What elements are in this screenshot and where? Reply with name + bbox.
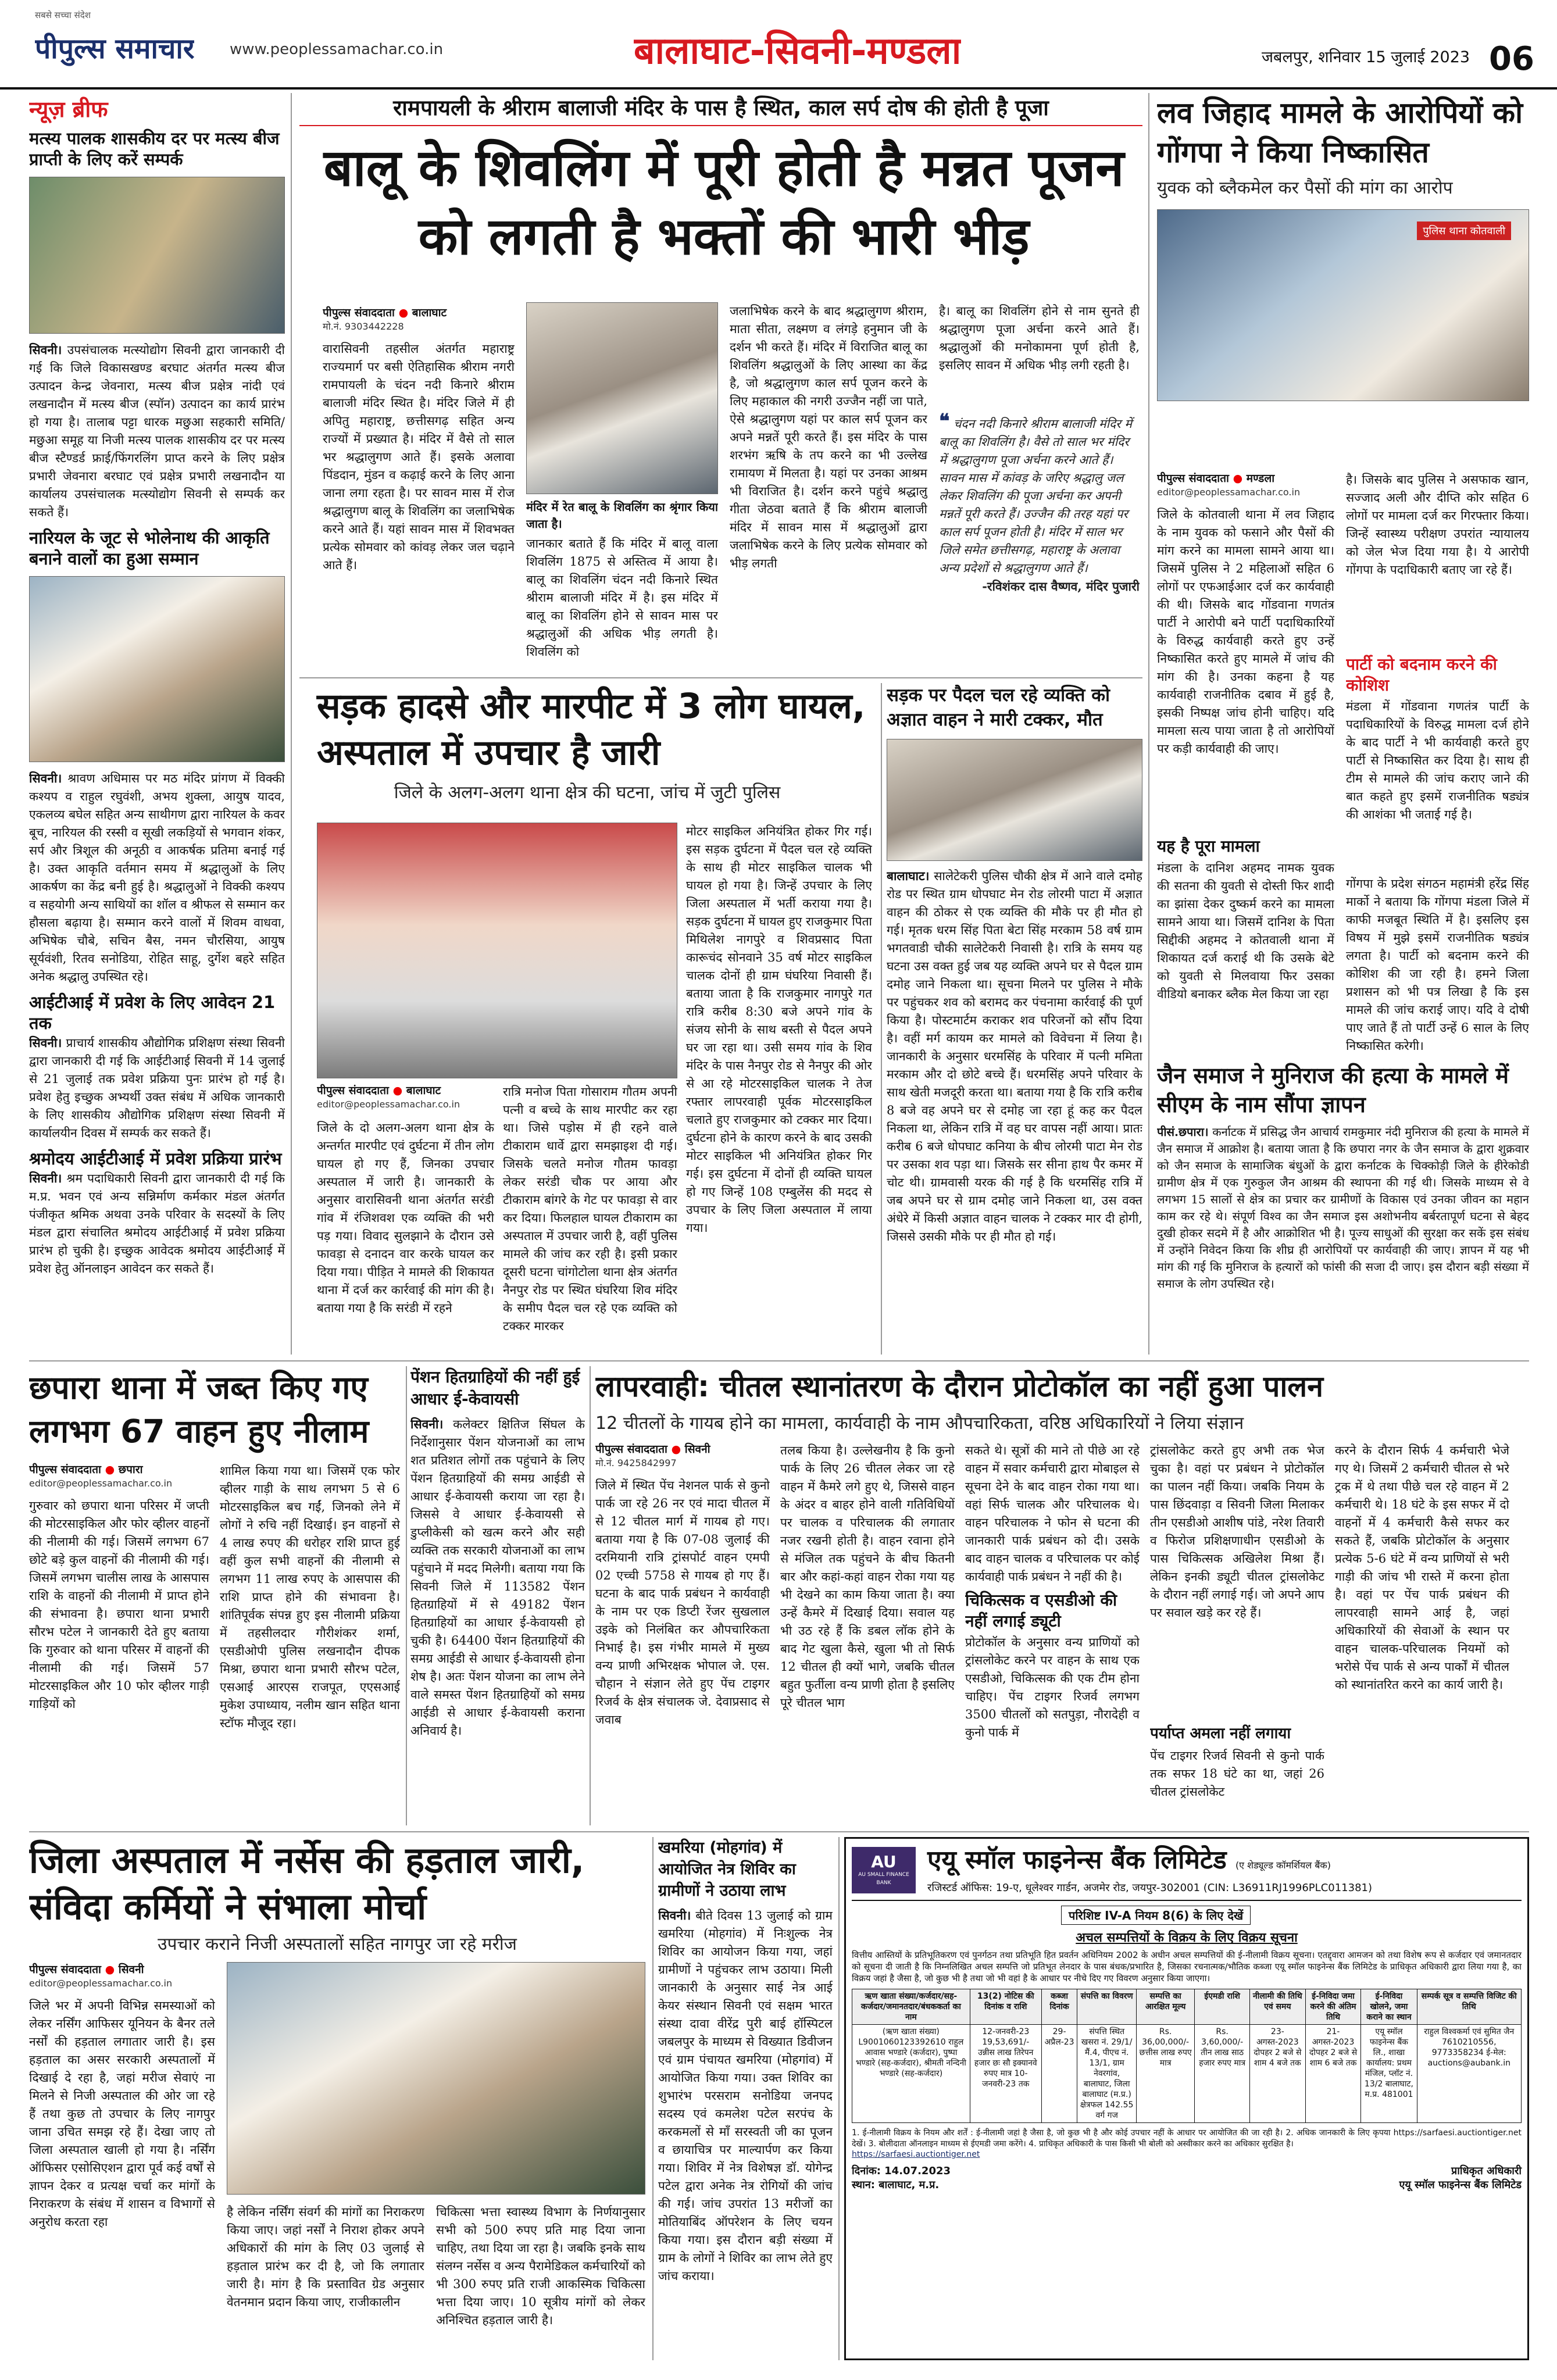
nurses-col-1: जिले भर में अपनी विभिन्न समस्याओं को लेकर नर्सिंग आफिसर यूनियन के बैनर तले नर्सों की हड़ताल लगातार जारी है। इस हड़ताल का असर सरकारी अस्पतालों में दिखाई दे रहा है, जहां मरीज सेवाएं ना मिलने से निजी अस्पताल की ओर जा रहे हैं तथा कुछ तो उपचार के लिए नागपुर जाना उचित समझ रहे हैं। देखा जाए तो जिला अस्पताल खाली हो गया है। नर्सिंग ऑफिसर एसोसिएशन द्वारा पूर्व कई वर्षों से ज्ञापन देकर व प्रत्यक्ष चर्चा कर मांगों के निराकरण के संबंध में शासन व विभागों से अनुरोध करता रहा xyxy=(29,1999,215,2229)
love-jihad-sub: युवक को ब्लैकमेल कर पैसों की मांग का आरोप xyxy=(1157,178,1453,198)
lead-kicker: रामपायली के श्रीराम बालाजी मंदिर के पास है स्थित, काल सर्प दोष की होती है पूजा xyxy=(393,95,1049,120)
site-url[interactable]: www.peoplessamachar.co.in xyxy=(230,41,444,58)
lead-quote: ❝ चंदन नदी किनारे श्रीराम बालाजी मंदिर में बालू का शिवलिंग है। वैसे तो साल भर मंदिर में श्रद्धालुगण पूजा अर्चना करने आते हैं। सावन मास में कांवड़ के जरिए श्रद्धालु जल लेकर शिवलिंग की पूजा अर्चना कर अपनी मन्नतें पूरी करते हैं। उज्जैन की तरह यहां पर काल सर्प पूजन होती है। मंदिर में साल भर जिले समेत छत्तीसगढ़, महाराष्ट्र के अलावा अन्य प्रदेशों से श्रद्धालुगण आते हैं। xyxy=(939,413,1140,577)
chhapara-story xyxy=(29,1366,401,1831)
au-ad-place: स्थान: बालाघाट, म.प्र. xyxy=(852,2179,940,2191)
nurses-photo xyxy=(227,1962,645,2195)
au-ad-appendix: परिशिष्ट IV-A नियम 8(6) के लिए देखें xyxy=(1061,1906,1251,1925)
love-jihad-col-1b: मंडला के दानिश अहमद नामक युवक की सतना की युवती से दोस्ती फिर शादी का झांसा देकर दुष्कर्म करने का मामला सामने आया था। जिसमें दानिश के पिता सिद्दीकी अहमद ने कोतवाली थाना में शिकायत दर्ज कराई थी कि उसके बेटे को युवती से मिलवाया फिर उसका वीडियो बनाकर ब्लैक मेल किया जा रहा xyxy=(1157,861,1334,1001)
eye-camp-story xyxy=(658,1837,833,2360)
cheetal-col-5: करने के दौरान सिर्फ 4 कर्मचारी भेजे गए थे। जिसमें 2 कर्मचारी चीतल से भरे ट्रक में थे तथा पीछे चल रहे वाहन में 2 कर्मचारी थे। 18 घंटे के इस सफर में दो वाहनों में 4 कर्मचारी कैसे सफर कर सकते हैं, जबकि प्रोटोकॉल के अनुसार प्रत्येक 5-6 घंटे में वन्य प्राणियों से भरी गाड़ी की जांच भी रास्ते में करना होता है। वहां पर पेंच पार्क प्रबंधन की लापरवाही सामने आई है, जहां अधिकारियों की सेवाओं के स्थान पर वाहन चालक-परिचालक नियमों को भरोसे पेंच पार्क से अन्य पार्कों में चीतल को स्थानांतरित करने का कार्य जारी है। xyxy=(1335,1443,1509,1692)
column-divider xyxy=(406,1366,407,1825)
cheetal-byline: पीपुल्स संवाददाता ● सिवनी मो.नं. 9425842997 xyxy=(595,1442,770,1470)
jain-headline: जैन समाज ने मुनिराज की हत्या के मामले में सीएम के नाम सौंपा ज्ञापन xyxy=(1157,1063,1509,1117)
road-accident-col-3: मोटर साइकिल अनियंत्रित होकर गिर गई। इस सड़क दुर्घटना में पैदल चल रहे व्यक्ति के साथ ही मोटर साइकिल चालक भी घायल हो गया है। जिन्हें उपचार के लिए जिला अस्पताल में भर्ती कराया गया है। सड़क दुर्घटना में घायल हुए राजकुमार पिता मिथिलेश नागपुरे व शिवप्रसाद पिता कारूचंद सोनवाने 35 वर्ष मोटर साइकिल चालक दोनों ही ग्राम घंघरिया निवासी हैं। बताया जाता है कि राजकुमार नागपुरे गत रात्रि करीब 8:30 बजे अपने गांव के संजय सोनी के साथ बस्ती से पैदल अपने घर जा रहा था। उसी समय गांव के शिव मंदिर के पास नैनपुर रोड से नैनपुर की ओर से आ रहे मोटरसाइकिल चालक ने तेज रफ्तार लापरवाही पूर्वक मोटरसाइकिल चलाते हुए राजकुमार को टक्कर मार दिया। दुर्घटना होने के कारण करने के बाद उसकी मोटर साइकिल भी अनियंत्रित होकर गिर गई। इस दुर्घटना में दोनों ही व्यक्ति घायल हो गए जिन्हें 108 एम्बुलेंस की मदद से उपचार के लिए जिला अस्पताल में लाया गया। xyxy=(686,824,872,1235)
love-jihad-sub-2: यह है पूरा मामला xyxy=(1157,837,1260,856)
cheetal-col-4b: पेंच टाइगर रिजर्व सिवनी से कुनो पार्क तक सफर 18 घंटे का था, जहां 26 चीतल ट्रांसलोकेट xyxy=(1150,1749,1324,1799)
brief-2 xyxy=(29,527,285,986)
brief-1 xyxy=(29,128,285,521)
cheetal-col-2: तलब किया है। उल्लेखनीय है कि कुनो पार्क के लिए 26 चीतल लेकर जा रहे वाहन में कैमरे लगे हुए थे, जिससे वाहन के अंदर व बाहर होने वाली गतिविधियों पर चालक व परिचालक की लगातार नजर रखनी होती है। वाहन रवाना होने से मंजिल तक पहुंचने के बीच कितनी बार और कहां-कहां वाहन रोका गया यह भी देखने का काम किया जाता है। क्या उन्हें कैमरे में दिखाई दिया। सवाल यह भी उठ रहे हैं कि डबल लॉक होने के बाद गेट खुला कैसे, खुला भी तो सिर्फ 12 चीतल ही क्यों भागे, जबकि चीतल बहुत फुर्तीला वन्य प्राणी होता है इसलिए पूरे चीतल भाग xyxy=(780,1443,955,1710)
au-bank-ad xyxy=(844,1837,1529,2360)
nurses-story xyxy=(29,1837,645,2360)
lead-photo-caption: मंदिर में रेत बालू के शिवलिंग का श्रृंगार किया जाता है। xyxy=(526,500,718,531)
lead-photo-shivling xyxy=(526,302,718,494)
chhapara-email[interactable]: editor@peoplessamachar.co.in xyxy=(29,1478,173,1489)
love-jihad-photo xyxy=(1157,209,1529,401)
section-rule xyxy=(29,1831,1529,1832)
news-brief-column xyxy=(29,93,285,1355)
column-divider xyxy=(652,1837,653,2360)
brief-2-body: सिवनी। श्रावण अधिमास पर मठ मंदिर प्रांगण में विक्की कश्यप व राहुल रघुवंशी, अभय शुक्ला, आयुष यादव, एकलव्य बघेल सहित अन्य साथीगण द्वारा नारियल के कवर बूच, नारियल की रस्सी व सूखी लकड़ियों से भगवान शंकर, सर्प और त्रिशूल की अनूठी व आकर्षक प्रतिमा बनाई गई है। उक्त आकृति वर्तमान समय में श्रद्धालुओं के लिए आकर्षण का केंद्र बनी हुई है। श्रद्धालुओं ने विक्की कश्यप व सहयोगी अन्य साथियों का शॉल व श्रीफल से सम्मान कर हौसला बढ़ाया है। सम्मान करने वालों में शिवम वाधवा, अभिषेक चौबे, सचिन बैस, नमन चौरसिया, आयुष सूर्यवंशी, रितव सनोडिया, रोहित साहू, दुर्गेश बहरे सहित अनेक श्रद्धालु उपस्थित रहे। xyxy=(29,771,285,984)
cheetal-sub-2: पर्याप्त अमला नहीं लगाया xyxy=(1150,1725,1291,1742)
road-accident-headline: सड़क हादसे और मारपीट में 3 लोग घायल, अस्पताल में उपचार है जारी xyxy=(317,686,866,773)
brief-4-body: सिवनी। श्रम पदाधिकारी सिवनी द्वारा जानकारी दी गई कि म.प्र. भवन एवं अन्य सन्निर्माण कर्मकार मंडल अंतर्गत पंजीकृत श्रमिक अथवा उनके परिवार के सदस्यों के लिए मंडल द्वारा संचालित श्रमोदय आईटीआई में प्रवेश प्रक्रिया प्रारंभ हो चुकी है। इच्छुक आवेदक श्रमोदय आईटीआई में प्रवेश हेतु ऑनलाइन आवेदन कर सकते हैं। xyxy=(29,1171,285,1275)
page-number: 06 xyxy=(1489,40,1534,78)
column-divider xyxy=(590,1366,591,1825)
jain-story xyxy=(1157,1061,1529,1357)
au-ad-notice-title: अचल सम्पत्तियों के विक्रय के लिए विक्रय सूचना xyxy=(1076,1931,1298,1945)
brand-tagline: सबसे सच्चा संदेश xyxy=(35,10,91,20)
cheetal-mobile: मो.नं. 9425842997 xyxy=(595,1457,677,1468)
section-rule xyxy=(299,677,1142,678)
love-jihad-col-2: है। जिसके बाद पुलिस ने असफाक खान, सज्जाद अली और दीप्ति कोर सहित 6 लोगों पर मामला दर्ज कर गिरफ्तार किया। जिन्हें स्वास्थ्य परीक्षण उपरांत न्यायालय को जेल भेज दिया गया है। ये आरोपी गोंगपा के पदाधिकारी बताए जा रहे हैं। xyxy=(1346,473,1529,577)
section-title: बालाघाट-सिवनी-मण्डला xyxy=(634,30,962,73)
au-ad-table-header: ऋण खाता संख्या/कर्जदार/सह-कर्जदार/जमानतदार/बंधककर्ता का नाम 13(2) नोटिस की दिनांक व राशि कब्जा दिनांक संपत्ति का विवरण सम्पत्ति का आरक्षित मूल्य ईएमडी राशि नीलामी की तिथि एवं समय ई-निविदा जमा करने की अंतिम तिथि ई-निविदा खोलने, जमा कराने का स्थान सम्पर्क सूत्र व सम्पत्ति विजिट की तिथि xyxy=(852,1989,1522,2025)
lead-col-2: जानकार बताते हैं कि मंदिर में बालू वाला शिवलिंग 1875 से अस्तित्व में आया है। बालू का शिवलिंग चंदन नदी किनारे स्थित श्रीराम बालाजी मंदिर में है। इस मंदिर में बालू का शिवलिंग होने से सावन मास पर श्रद्धालुओं की अधिक भीड़ लगती है। शिवलिंग को xyxy=(526,537,718,659)
love-jihad-col-2b: मंडला में गोंडवाना गणतंत्र पार्टी के पदाधिकारियों के विरुद्ध मामला दर्ज होने के बाद पार्टी ने भी कार्यवाही करते हुए पार्टी से निष्कासित कर दिया है। साथ ही टीम से मामले की जांच कराए जाने की बात कहते हुए इसमें राजनीतिक षड्यंत्र की आशंका भी जताई गई है। xyxy=(1346,699,1529,821)
au-ad-date: दिनांक: 14.07.2023 xyxy=(852,2165,951,2177)
chhapara-byline: पीपुल्स संवाददाता ● छपारा editor@peoplessamachar.co.in xyxy=(29,1462,209,1490)
column-divider xyxy=(838,1837,840,2360)
eye-camp-headline: खमरिया (मोहगांव) में आयोजित नेत्र शिविर का ग्रामीणों ने उठाया लाभ xyxy=(658,1839,796,1900)
nurses-byline: पीपुल्स संवाददाता ● सिवनी editor@peoplessamachar.co.in xyxy=(29,1962,215,1990)
nurses-headline: जिला अस्पताल में नर्सेस की हड़ताल जारी, संविदा कर्मियों ने संभाला मोर्चा xyxy=(29,1839,585,1928)
love-jihad-col-1: जिले के कोतवाली थाना में लव जिहाद के नाम युवक को फसाने और पैसों की मांग करने का मामला सामने आया था। जिसमें पुलिस ने 2 महिलाओं सहित 6 लोगों पर एफआईआर दर्ज कर कार्यवाही की थी। जिसके बाद गोंडवाना गणतंत्र पार्टी ने आरोपी बने पार्टी पदाधिकारियों के विरुद्ध कार्यवाही करते हुए उन्हें निष्कासित करते हुए मामले में जांच की मांग की है। उनका कहना है यह कार्यवाही राजनीतिक दबाव में हुई है, इसकी निष्पक्ष जांच होनी चाहिए। यदि मामला सत्य पाया जाता है तो आरोपियों पर कड़ी कार्यवाही की जाए। xyxy=(1157,508,1334,756)
love-jihad-headline: लव जिहाद मामले के आरोपियों को गोंगपा ने किया निष्कासित xyxy=(1157,96,1523,169)
love-jihad-byline: पीपुल्स संवाददाता ● मण्डला editor@peoplessamachar.co.in xyxy=(1157,471,1337,499)
love-jihad-col-2c: गोंगपा के प्रदेश संगठन महामंत्री हरेंद्र सिंह मार्को ने बताया कि गोंगपा मंडला जिले में काफी मजबूत स्थिति में है। इसलिए इस विषय में मुझे इसमें राजनीतिक षड्यंत्र लगता है। पार्टी को बदनाम करने की कोशिश की जा रही है। हमने जिला प्रशासन को भी पत्र लिखा है कि इस मामले की जांच कराई जाए। यदि वे दोषी पाए जाते हैं तो पार्टी उन्हें 6 साल के लिए निष्कासित करेगी। xyxy=(1346,877,1529,1052)
road-accident-email[interactable]: editor@peoplessamachar.co.in xyxy=(317,1099,460,1110)
brief-3 xyxy=(29,992,285,1142)
love-jihad-sub-1: पार्टी को बदनाम करने की कोशिश xyxy=(1346,655,1497,695)
cheetal-sub-1: चिकित्सक व एसडीओ की नहीं लगाई ड्यूटी xyxy=(965,1591,1117,1631)
au-ad-signatory: प्राधिकृत अधिकारी xyxy=(1451,2165,1522,2177)
lead-headline: बालू के शिवलिंग में पूरी होती है मन्नत पूजन को लगती है भक्तों की भारी भीड़ xyxy=(323,138,1124,266)
cheetal-col-4: ट्रांसलोकेट करते हुए अभी तक भेज चुका है। वहां पर प्रबंधन ने प्रोटोकॉल का पालन नहीं किया। जबकि नियम के पास छिंदवाड़ा व सिवनी जिला मिलाकर तीन एसडीओ आशीष पांडे, नरेश तिवारी व फिरोज प्रशिक्षणाधीन एसडीओ के पास चिकित्सक अखिलेश मिश्रा हैं। लेकिन इनकी ड्यूटी चीतल ट्रांसलोकेट के दौरान नहीं लगाई गई। जो अपने आप पर सवाल खड़े कर रहे हैं। xyxy=(1150,1443,1324,1620)
cheetal-story xyxy=(595,1366,1529,1831)
au-bank-logo xyxy=(852,1847,916,1893)
lead-byline: पीपुल्स संवाददाता ● बालाघाट मो.नं. 9303442228 xyxy=(323,305,515,333)
chhapara-col-1: गुरुवार को छपारा थाना परिसर में जप्ती की मोटरसाइकिल और फोर व्हीलर वाहनों की नीलामी की गई। जिसमें लगभग 67 छोटे बड़े कुल वाहनों की नीलामी की गई। जिसमें लगभग चालीस लाख के आसपास राशि के वाहनों की नीलामी में प्राप्त होने की संभावना है। छपारा थाना प्रभारी सौरभ पटेल ने जानकारी देते हुए बताया कि गुरुवार को थाना परिसर में वाहनों की नीलामी की गई। जिसमें 57 मोटरसाइकिल और 10 फोर व्हीलर गाड़ी गाड़ियों को xyxy=(29,1499,209,1711)
pedestrian-illustration xyxy=(887,739,1142,861)
lead-col-4: है। बालू का शिवलिंग होने से नाम सुनते ही श्रद्धालुगण पूजा अर्चना करने आते हैं। श्रद्धालुओं की मनोकामना पूर्ण होती है, इसलिए सावन में अधिक भीड़ लगी रहती है। xyxy=(939,304,1140,372)
brand-logo xyxy=(35,24,194,71)
nurses-email[interactable]: editor@peoplessamachar.co.in xyxy=(29,1978,173,1989)
pedestrian-headline: सड़क पर पैदल चल रहे व्यक्ति को अज्ञात वाहन ने मारी टक्कर, मौत xyxy=(887,685,1110,730)
brief-1-body: सिवनी। उपसंचालक मत्स्योद्योग सिवनी द्वारा जानकारी दी गई कि जिले विकासखण्ड बरघाट अंतर्गत मत्स्य बीज उत्पादन केन्द्र जेवनारा, मत्स्य बीज प्रक्षेत्र नांदी एवं लखनादौन में मत्स्य बीज (स्पॉन) उत्पादन का कार्य प्रारंभ हो गया है। तालाब पट्टा धारक मछुआ सहकारी समिति/ मछुआ समूह या निजी मत्स्य पालक शासकीय दर पर मत्स्य बीज स्टैण्डर्ड फ्राई/फिंगरलिंग प्राप्त करने के लिए प्रक्षेत्र प्रभारी जेवनारा बरघाट एवं प्रक्षेत्र प्रभारी लखनादौन या कार्यालय उपसंचालक मत्स्योद्योग सिवनी से सम्पर्क कर सकते हैं। xyxy=(29,342,285,519)
au-logo-mark: AU xyxy=(871,1852,897,1871)
lead-story xyxy=(299,93,1142,674)
nurses-sub: उपचार कराने निजी अस्पतालों सहित नागपुर जा रहे मरीज xyxy=(158,1934,517,1954)
brief-1-headline: मत्स्य पालक शासकीय दर पर मत्स्य बीज प्राप्ती के लिए करें सम्पर्क xyxy=(29,128,280,169)
nurses-col-3: चिकित्सा भत्ता स्वास्थ्य विभाग के निर्णयानुसार सभी को 500 रुपए प्रति माह दिया जाना चाहिए, तथा दिया जा रहा है। जबकि इनके साथ संलग्न नर्सेस व अन्य पैरामेडिकल कर्मचारियों को भी 300 रुपए प्रति राजी आकस्मिक चिकित्सा भत्ता दिया जाए। 10 सूत्रीय मांगों को लेकर अनिश्चित हड़ताल जारी है। xyxy=(436,2205,645,2327)
chhapara-headline: छपारा थाना में जब्त किए गए लगभग 67 वाहन हुए नीलाम xyxy=(29,1369,369,1450)
pension-story xyxy=(410,1366,585,1831)
lead-quote-by: -रविशंकर दास वैष्णव, मंदिर पुजारी xyxy=(982,579,1140,594)
road-accident-col-1: जिले के दो अलग-अलग थाना क्षेत्र के अन्तर्गत मारपीट एवं दुर्घटना में तीन लोग घायल हो गए हैं, जिनका उपचार अस्पताल में जारी है। जानकारी के अनुसार वारासिवनी थाना अंतर्गत सरंडी गांव में रंजिशवश एक व्यक्ति की भरी पड़ गया। विवाद सुलझाने के दौरान उसे फावड़ा से दनादन वार करके घायल कर दिया गया। पीड़ित ने मामले की शिकायत थाना में दर्ज कर कार्रवाई की मांग की है। बताया गया है कि सरंडी में रहने xyxy=(317,1121,494,1315)
cheetal-col-3b: प्रोटोकॉल के अनुसार वन्य प्राणियों को ट्रांसलोकेट करने पर वाहन के साथ एक एसडीओ, चिकित्सक की एक टीम होना चाहिए। पेंच टाइगर रिजर्व लगभग 3500 चीतलों को सतपुड़ा, नौरादेही व कुनो पार्क में xyxy=(965,1635,1140,1739)
love-jihad-story xyxy=(1157,93,1529,1052)
au-logo-text: AU SMALL FINANCE BANK xyxy=(858,1871,909,1886)
road-accident-story xyxy=(299,683,875,1357)
masthead-rule xyxy=(0,87,1557,90)
au-ad-notice-body: वित्तीय आस्तियों के प्रतिभूतिकरण एवं पुनर्गठन तथा प्रतिभूति हित प्रवर्तन अधिनियम 2002 के अधीन अचल सम्पत्तियों की ई-नीलामी विक्रय सूचना। एतद्द्वारा आमजन को तथा विशेष रूप से कर्जदार एवं जमानतदार को सूचना दी जाती है कि निम्नलिखित अचल सम्पत्ति जो प्रतिभूत लेनदार के पास बंधक/प्रभारित है, जिसका रचनात्मक/भौतिक कब्जा एयू स्मॉल फाइनेन्स बैंक लिमिटेड के प्राधिकृत अधिकारी द्वारा लिया गया है, का विक्रय जहां है जैसा है, जो कुछ भी है तथा जो भी वहां है के आधार पर नीचे दिए गए विवरण अनुसार किया जाएगा। xyxy=(852,1950,1522,1984)
au-ad-signatory-bank: एयू स्मॉल फाइनेन्स बैंक लिमिटेड xyxy=(1399,2179,1522,2191)
brief-2-photo xyxy=(29,576,285,762)
news-brief-label: न्यूज़ ब्रीफ xyxy=(29,97,108,122)
lead-col-3: जलाभिषेक करने के बाद श्रद्धालुगण श्रीराम, माता सीता, लक्ष्मण व लंगड़े हनुमान जी के दर्शन भी करते हैं। मंदिर में विराजित बालू का शिवलिंग श्रद्धालुओं के लिए आस्था का केंद्र है, जो श्रद्धालुगण काल सर्प पूजन करने के लिए महाकाल की नगरी उज्जैन नहीं जा पाते, ऐसे श्रद्धालुगण यहां पर काल सर्प पूजन कर अपने मन्नतें पूरी करते हैं। इस मंदिर के पास शरभंग ऋषि के तप करने का भी उल्लेख रामायण में मिलता है। यहां पर उनका आश्रम भी विराजित है। दर्शन करने पहुंचे श्रद्धालु गीता जेठवा बताते हैं कि श्रीराम बालाजी मंदिर में सावन मास में श्रद्धालुओं द्वारा जलाभिषेक करने के लिए प्रत्येक सोमवार को भीड़ लगती xyxy=(730,304,927,570)
cheetal-headline: लापरवाही: चीतल स्थानांतरण के दौरान प्रोटोकॉल का नहीं हुआ पालन xyxy=(595,1370,1323,1403)
nurses-col-2: है लेकिन नर्सिंग संवर्ग की मांगों का निराकरण किया जाए। जहां नर्सों ने निराश होकर अपने अधिकारों की मांग के लिए 03 जुलाई से हड़ताल प्रारंभ कर दी है, जो कि लगातार जारी है। मांग है कि प्रस्तावित ग्रेड अनुसार वेतनमान प्रदान किया जाए, राजीकालीन xyxy=(227,2205,424,2309)
cheetal-sub: 12 चीतलों के गायब होने का मामला, कार्यवाही के नाम औपचारिकता, वरिष्ठ अधिकारियों ने लिया संज्ञान xyxy=(595,1413,1244,1434)
issue-date: जबलपुर, शनिवार 15 जुलाई 2023 xyxy=(1262,48,1470,66)
road-accident-sub: जिले के अलग-अलग थाना क्षेत्र की घटना, जांच में जुटी पुलिस xyxy=(394,782,781,803)
quote-mark-icon: ❝ xyxy=(939,413,950,433)
pension-body: सिवनी। कलेक्टर क्षितिज सिंघल के निर्देशानुसार पेंशन योजनाओं का लाभ शत प्रतिशत लोगों तक पहुंचाने के लिए पेंशन हितग्राहियों की समग्र आईडी से आधार ई-केवायसी कराया जा रहा है। जिससे वे आधार ई-केवायसी से डुप्लीकेसी को खत्म करने और सही व्यक्ति तक सरकारी योजनाओं का लाभ पहुंचाने में मदद मिलेगी। बताया गया कि सिवनी जिले में 113582 पेंशन हितग्राहियों में से 49182 पेंशन हितग्राहियों का आधार ई-केवायसी हो चुकी है। 64400 पेंशन हितग्राहियों की समग्र आईडी से आधार ई-केवायसी होना शेष है। अतः पेंशन योजना का लाभ लेने वाले समस्त पेंशन हितग्राहियों को समग्र आईडी से आधार ई-केवायसी कराना अनिवार्य है। xyxy=(410,1417,585,1738)
lead-col-1: वारासिवनी तहसील अंतर्गत महाराष्ट्र राज्यमार्ग पर बसी ऐतिहासिक श्रीराम नगरी रामपायली के चंदन नदी किनारे श्रीराम बालाजी मंदिर स्थित है। मंदिर जिले में ही अपितु महाराष्ट्र, छत्तीसगढ़ सहित अन्य राज्यों में प्रख्यात है। मंदिर में वैसे तो साल भर श्रद्धालुगण आते हैं। इसके अलावा पिंडदान, मुंडन व कढ़ाई करने के लिए आना जाना लगा रहता है। पर सावन मास में रोज श्रद्धालुगण बालू के शिवलिंग का जलाभिषेक करने आते हैं। यहां सावन मास में शिवभक्त प्रत्येक सोमवार को कांवड़ लेकर जल चढ़ाने आते हैं। xyxy=(323,342,515,572)
brief-3-body: सिवनी। प्राचार्य शासकीय औद्योगिक प्रशिक्षण संस्था सिवनी द्वारा जानकारी दी गई कि आईटीआई सिवनी में 14 जुलाई से 21 जुलाई तक प्रवेश प्रक्रिया पुनः प्रारंभ हो गई है। प्रवेश हेतु इच्छुक अभ्यर्थी उक्त संबंध में अधिक जानकारी के लिए शासकीय औद्योगिक प्रशिक्षण संस्था सिवनी में कार्यालयीन दिवस में सम्पर्क कर सकते हैं। xyxy=(29,1035,285,1140)
lead-byline-place: बालाघाट xyxy=(412,306,447,319)
au-ad-terms: 1. ई-नीलामी विक्रय के नियम और शर्तें : ई-नीलामी जहां है जैसा है, जो कुछ भी है और कोई उपचार नहीं के आधार पर आयोजित की जा रही है। 2. अधिक जानकारी के लिए कृपया https://sarfaesi.auctiontiger.net देखें। 3. बोलीदाता ऑनलाइन माध्यम से ईएमडी जमा करेंगे। 4. प्राधिकृत अधिकारी के पास किसी भी बोली को अस्वीकार करने का अधिकार सुरक्षित है। xyxy=(852,2128,1522,2149)
brand-name: पीपुल्स समाचार xyxy=(35,32,195,65)
column-divider xyxy=(291,93,292,1355)
au-ad-terms-url[interactable]: https://sarfaesi.auctiontiger.net xyxy=(852,2150,980,2159)
road-accident-byline: पीपुल्स संवाददाता ● बालाघाट editor@peoplessamachar.co.in xyxy=(317,1083,509,1111)
cheetal-col-1: जिले में स्थित पेंच नेशनल पार्क से कुनो पार्क जा रहे 26 नर एवं मादा चीतल में से 12 चीतल मार्ग में गायब हो गए। बताया गया है कि 07-08 जुलाई की दरमियानी रात्रि ट्रांसपोर्ट वाहन एमपी 02 एच्ची 5758 से गायब हो गए हैं। घटना के बाद पार्क प्रबंधन ने कार्यवाही के नाम पर एक डिप्टी रेंजर सुखलाल उइके को निलंबित कर औपचारिकता निभाई है। इस गंभीर मामले में मुख्य वन्य प्राणी अभिरक्षक भोपाल जे. एस. चौहान ने संज्ञान लेते हुए पेंच टाइगर रिजर्व के क्षेत्र संचालक जे. देवाप्रसाद से जवाब xyxy=(595,1478,770,1727)
lead-quote-box xyxy=(939,413,1140,666)
column-divider xyxy=(1148,93,1149,1355)
brief-4 xyxy=(29,1148,285,1278)
au-ad-title: एयू स्मॉल फाइनेन्स बैंक लिमिटेड (ए शेड्यूल्ड कॉमर्शियल बैंक) xyxy=(927,1845,1331,1875)
section-rule xyxy=(29,1360,1529,1361)
police-station-sign: पुलिस थाना कोतवाली xyxy=(1417,221,1511,240)
brief-4-headline: श्रमोदय आईटीआई में प्रवेश प्रक्रिया प्रारंभ xyxy=(29,1149,282,1168)
lead-mobile: मो.नं. 9303442228 xyxy=(323,321,404,332)
masthead xyxy=(0,0,1557,87)
brief-2-headline: नारियल के जूट से भोलेनाथ की आकृति बनाने वालों का हुआ सम्मान xyxy=(29,528,270,569)
au-ad-table xyxy=(852,1989,1522,2123)
au-ad-address: रजिस्टर्ड ऑफिस: 19-ए, धूलेश्वर गार्डन, अजमेर रोड, जयपुर-302001 (CIN: L36911RJ1996PLC011381) xyxy=(927,1882,1372,1894)
pedestrian-body: बालाघाट। सालेटेकरी पुलिस चौकी क्षेत्र में आने वाले दमोह रोड पर स्थित ग्राम धोपघाट मेन रोड लोरमी पाटा में अज्ञात वाहन की ठोकर से एक व्यक्ति की मौके पर ही मौत हो गई। मृतक धरम सिंह पिता बेटा सिंह मरकाम 58 वर्ष ग्राम भगतवाडी चौकी सालेटेकरी निवासी है। रात्रि के समय यह घटना उस वक्त हुई जब यह व्यक्ति अपने घर से पैदल ग्राम दमोह जाने निकला था। सूचना मिलने पर पुलिस ने मौके पर पहुंचकर शव को बरामद कर पंचनामा कार्रवाई की पूर्ण किया है। पोस्टमार्टम कराकर शव परिजनों को सौंप दिया है। वहीं मर्ग कायम कर मामले को विवेचना में लिया है। जानकारी के अनुसार धरमसिंह के परिवार में पत्नी ममिता मरकाम और दो छोटे बच्चे हैं। धरमसिंह अपने परिवार के साथ खेती मजदूरी करता था। बताया गया है कि रात्रि करीब 8 बजे वह अपने घर से दमोह जा रहा हूं कह कर पैदल निकला था, लेकिन रात्रि में वह घर वापस नहीं आया। प्रातः करीब 6 बजे धोपघाट कनिया के बीच लोरमी पाटा मेन रोड पर उसका शव पड़ा था। जिसके सर सीना हाथ पैर कमर में चोट थी। ग्रामवासी यरक की गई है कि धरमसिंह रात्रि में जब अपने घर से ग्राम दमोह जाने निकला था, उस वक्त अंधेरे में किसी अज्ञात वाहन चालक ने टक्कर मार दी होगी, जिससे उसकी मौके पर ही मौत हो गई। xyxy=(887,869,1142,1243)
jain-body: पीसं.छपारा। कर्नाटक में प्रसिद्ध जैन आचार्य रामकुमार नंदी मुनिराज की हत्या के मामले में जैन समाज में आक्रोश है। बताया जाता है कि छपारा नगर के जैन समाज के द्वारा शुक्रवार को जैन समाज के सामाजिक बंधुओं के द्वारा कर्नाटक के चिक्कोड़ी जिले के हीरेकोडी ग्रामीण क्षेत्र में एक गुरुकुल जैन आश्रम की स्थापना की गई थी। जिसके माध्यम से वे लगभग 15 सालों से क्षेत्र का प्रचार कर ग्रामीणों के विकास एवं उनका जीवन का महान काम कर रहे थे। संपूर्ण विश्व का जैन समाज इस अशोभनीय बर्बरतापूर्ण घटना से बेहद दुखी होकर सदमे में है और आक्रोशित भी है। पूज्य साधुओं की सुरक्षा कर सकें इस संबंध में उन्होंने निवेदन किया कि शीघ्र ही आरोपियों पर कार्यवाही की जाए। ज्ञापन में यह भी मांग की गई कि मुनिराज के हत्यारों को फांसी की सजा दी जाए। इस दौरान बड़ी संख्या में समाज के लोग उपस्थित रहे। xyxy=(1157,1125,1529,1291)
chhapara-col-2: शामिल किया गया था। जिसमें एक फोर व्हीलर गाड़ी के साथ लगभग 5 से 6 मोटरसाइकिल बच गईं, जिनको लेने में लोगों ने रुचि नहीं दिखाई। इन वाहनों से 4 लाख रुपए की धरोहर राशि प्राप्त हुई वहीं कुल सभी वाहनों की नीलामी से लगभग 11 लाख रुपए के आसपास की राशि प्राप्त होने की संभावना है। शांतिपूर्वक संपन्न हुए इस नीलामी प्रक्रिया में तहसीलदार गौरीशंकर शर्मा, एसडीओपी पुलिस लखनादौन दीपक मिश्रा, छपारा थाना प्रभारी सौरभ पटेल, एसआई आरएस राजपूत, एएसआई मुकेश उपाध्याय, नलीम खान सहित थाना स्टॉफ मौजूद रहा। xyxy=(220,1464,400,1730)
brief-3-headline: आईटीआई में प्रवेश के लिए आवेदन 21 तक xyxy=(29,992,276,1033)
road-accident-photo xyxy=(317,823,677,1078)
pension-headline: पेंशन हितग्राहियों की नहीं हुई आधार ई-केवायसी xyxy=(410,1367,580,1409)
cheetal-col-3: सकते थे। सूत्रों की माने तो पीछे आ रहे वाहन में सवार कर्मचारी द्वारा मोबाइल से सूचना देने के बाद वाहन रोका गया था। वहां सिर्फ चालक और परिचालक थे। वाहन परिचालक ने फोन से घटना की जानकारी पार्क प्रबंधन को दी। उसके बाद वाहन चालक व परिचालक पर कोई कार्यवाही पार्क प्रबंधन ने नहीं की है। xyxy=(965,1443,1140,1584)
love-jihad-email[interactable]: editor@peoplessamachar.co.in xyxy=(1157,487,1301,498)
brief-1-photo xyxy=(29,177,285,334)
eye-camp-body: सिवनी। बीते दिवस 13 जुलाई को ग्राम खमरिया (मोहगांव) में निःशुल्क नेत्र शिविर का आयोजन किया गया, जहां ग्रामीणों ने पहुंचकर लाभ उठाया। मिली जानकारी के अनुसार साई नेत्र आई केयर संस्थान सिवनी एवं सक्षम भारत संस्था दावा वीरेंद्र पुरी बाई हॉस्पिटल जबलपुर के माध्यम से विख्यात डिवीजन एवं ग्राम पंचायत खमरिया (मोहगांव) में आयोजित किया गया। उक्त शिविर का शुभारंभ परसराम सनोडिया जनपद सदस्य एवं कमलेश पटेल सरपंच के करकमलों से माँ सरस्वती जी का पूजन व छायाचित्र पर माल्यार्पण कर किया गया। शिविर में नेत्र विशेषज्ञ डॉ. योगेन्द्र पटेल द्वारा अनेक नेत्र रोगियों की जांच की गई। जांच उपरांत 13 मरीजों का मोतियाबिंद ऑपरेशन के लिए चयन किया गया। इस दौरान बड़ी संख्या में ग्राम के लोगों ने शिविर का लाभ लेते हुए जांच कराया। xyxy=(658,1908,833,2283)
kicker-rule xyxy=(299,125,1142,126)
column-divider xyxy=(881,683,882,1355)
pedestrian-story xyxy=(887,683,1142,1357)
au-ad-table-row: (ऋण खाता संख्या) L9001060123392610 राहुल आवास भण्डारे (कर्जदार), पुष्पा भण्डारे (सह-कर्जदार), श्रीमती नन्दिनी भण्डारे (सह-कर्जदार) 12-जनवरी-23 19,53,691/- उन्नीस लाख तिरेपन हजार छः सौ इक्यानवे रुपए मात्र 10-जनवरी-23 तक 29-अप्रैल-23 संपत्ति स्थित खसरा नं. 29/1/मैं.4, पीएच नं. 13/1, ग्राम नेवरगांव, बालाघाट, जिला बालाघाट (म.प्र.) क्षेत्रफल 142.55 वर्ग गज Rs. 36,00,000/- छत्तीस लाख रुपए मात्र Rs. 3,60,000/- तीन लाख साठ हजार रुपए मात्र 23-अगस्त-2023 दोपहर 2 बजे से शाम 4 बजे तक 21-अगस्त-2023 दोपहर 2 बजे से शाम 6 बजे तक एयू स्मॉल फाइनेन्स बैंक लि., शाखा कार्यालय: प्रथम मंजिल, प्लॉट नं. 13/2 बालाघाट, म.प्र. 481001 राहुल विश्वकर्मा एवं सुमित जैन 7610210556, 9773358234 ई-मेल: auctions@aubank.in xyxy=(852,2025,1522,2123)
lead-byline-name: पीपुल्स संवाददाता xyxy=(323,306,395,319)
road-accident-col-2: रात्रि मनोज पिता गोसाराम गौतम अपनी पत्नी व बच्चे के साथ मारपीट कर रहा था। जिसे पड़ोस में ही रहने वाले टीकाराम धार्वे द्वारा समझाइश दी गई। जिसके चलते मनोज गौतम फावड़ा लेकर सरंडी चौक पर आया और टीकाराम बांगरे के गेट पर फावड़ा से वार कर दिया। फिलहाल घायल टीकाराम का अस्पताल में उपचार जारी है, वहीं पुलिस मामले की जांच कर रही है। इसी प्रकार दूसरी घटना चांगोटोला थाना क्षेत्र अंतर्गत नैनपुर रोड पर स्थित घंघरिया शिव मंदिर के समीप पैदल चल रहे एक व्यक्ति को टक्कर मारकर xyxy=(503,1085,677,1333)
